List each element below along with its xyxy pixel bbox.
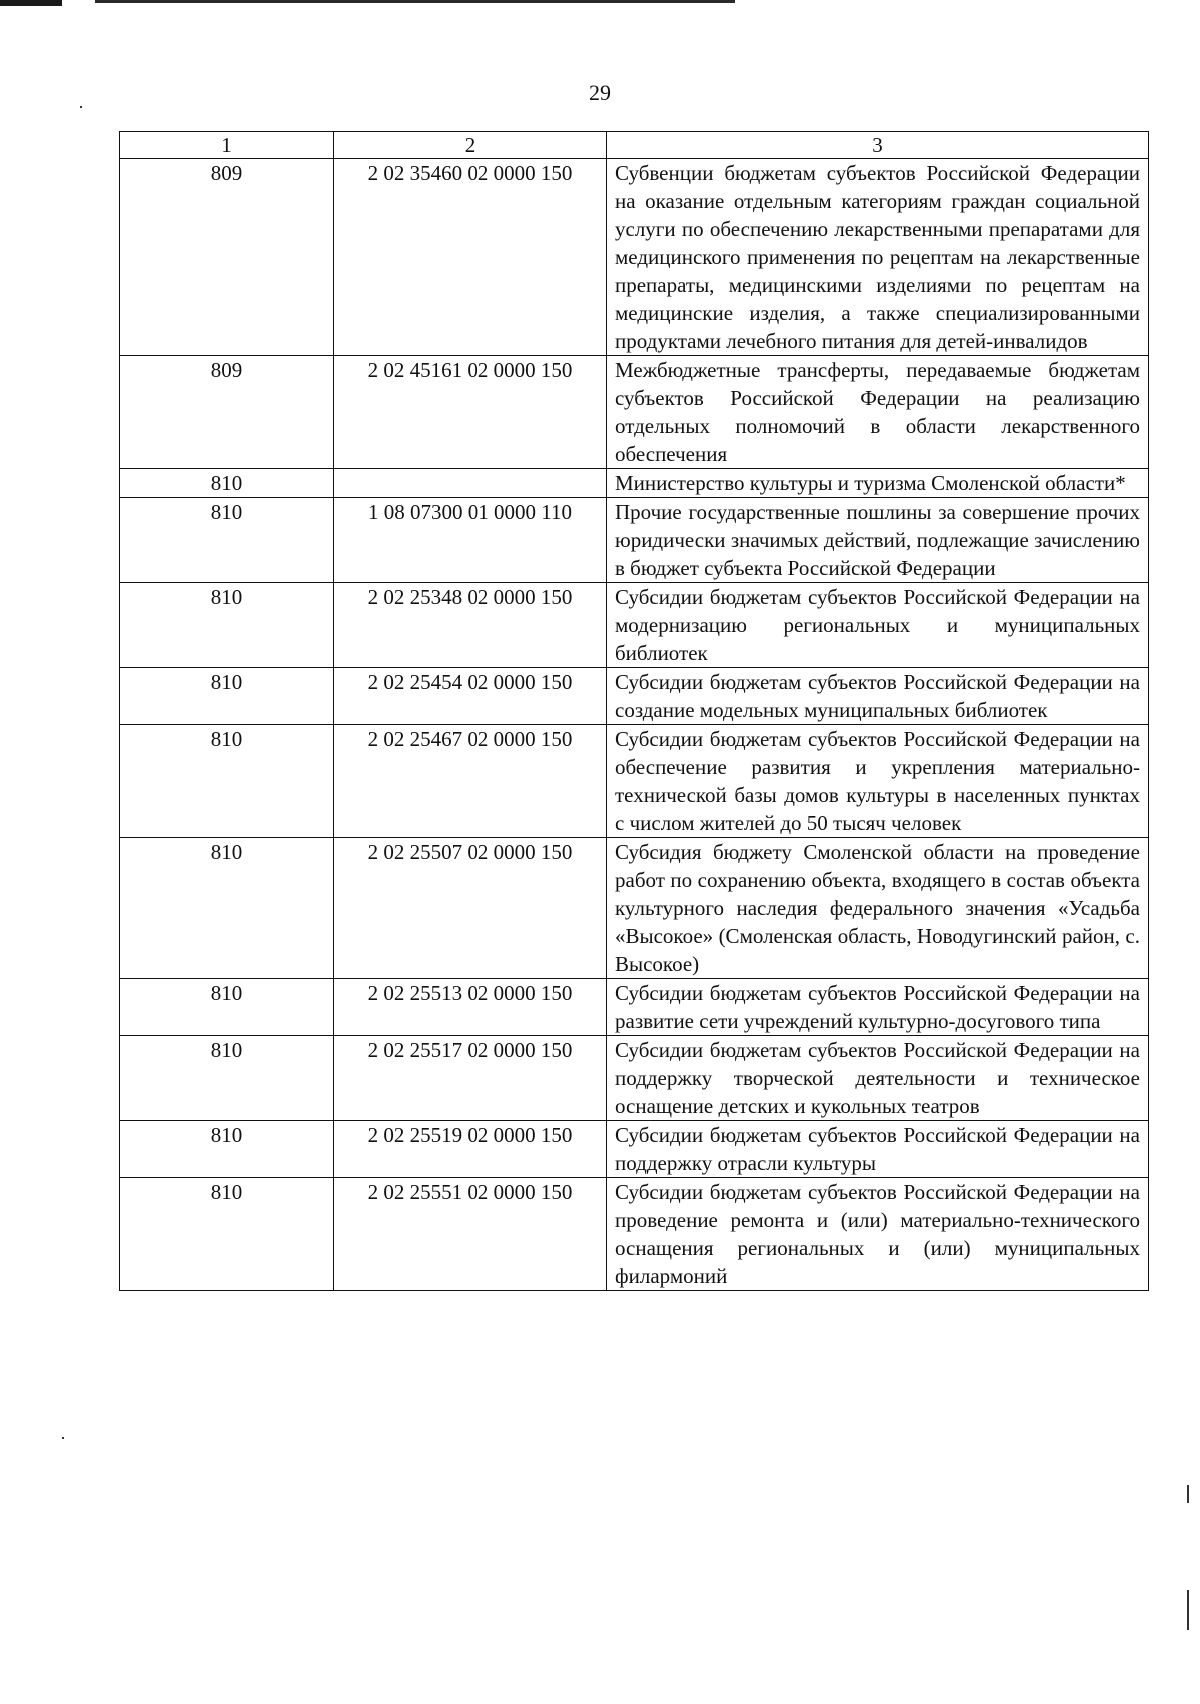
table-row — [120, 979, 1149, 1036]
admin-code-cell: 810 — [120, 838, 334, 979]
admin-code-cell: 809 — [120, 356, 334, 469]
budget-classification-code-cell: 1 08 07300 01 0000 110 — [334, 498, 607, 583]
admin-code-cell: 809 — [120, 159, 334, 356]
revenue-description-cell: Министерство культуры и туризма Смоленской области* — [607, 469, 1149, 498]
revenue-description-cell: Субсидии бюджетам субъектов Российской Федерации на создание модельных муниципальных библиотек — [607, 668, 1149, 725]
revenue-description-cell: Субсидии бюджетам субъектов Российской Федерации на модернизацию региональных и муниципальных библиотек — [607, 583, 1149, 668]
table-row — [120, 1036, 1149, 1121]
budget-classification-code-cell: 2 02 25348 02 0000 150 — [334, 583, 607, 668]
scan-speck — [62, 1437, 64, 1439]
admin-code-cell: 810 — [120, 1036, 334, 1121]
budget-classification-code-cell: 2 02 35460 02 0000 150 — [334, 159, 607, 356]
admin-code-cell: 810 — [120, 498, 334, 583]
revenue-description-cell: Субсидии бюджетам субъектов Российской Федерации на обеспечение развития и укрепления материально-технической базы домов культуры в населенных пунктах с числом жителей до 50 тысяч человек — [607, 725, 1149, 838]
column-header: 2 — [334, 132, 607, 159]
column-header: 1 — [120, 132, 334, 159]
table-row — [120, 725, 1149, 838]
revenue-description-cell: Субсидии бюджетам субъектов Российской Федерации на проведение ремонта и (или) материально-технического оснащения региональных и (или) муниципальных филармоний — [607, 1178, 1149, 1291]
table-row — [120, 498, 1149, 583]
table-body — [120, 159, 1149, 1291]
scan-speck — [80, 106, 82, 108]
revenue-description-cell: Субсидии бюджетам субъектов Российской Федерации на развитие сети учреждений культурно-досугового типа — [607, 979, 1149, 1036]
budget-classification-code-cell: 2 02 25513 02 0000 150 — [334, 979, 607, 1036]
table-row — [120, 469, 1149, 498]
admin-code-cell: 810 — [120, 583, 334, 668]
revenue-description-cell: Прочие государственные пошлины за совершение прочих юридически значимых действий, подлежащие зачислению в бюджет субъекта Российской Федерации — [607, 498, 1149, 583]
admin-code-cell: 810 — [120, 979, 334, 1036]
page-number: 29 — [589, 80, 611, 105]
table-row — [120, 583, 1149, 668]
scan-edge-mark — [0, 0, 62, 6]
table-row — [120, 1121, 1149, 1178]
revenue-description-cell: Межбюджетные трансферты, передаваемые бюджетам субъектов Российской Федерации на реализацию отдельных полномочий в области лекарственного обеспечения — [607, 356, 1149, 469]
budget-classification-code-cell: 2 02 25551 02 0000 150 — [334, 1178, 607, 1291]
budget-classification-code-cell: 2 02 25507 02 0000 150 — [334, 838, 607, 979]
budget-classification-code-cell: 2 02 25467 02 0000 150 — [334, 725, 607, 838]
budget-classification-code-cell: 2 02 25517 02 0000 150 — [334, 1036, 607, 1121]
admin-code-cell: 810 — [120, 1178, 334, 1291]
scan-margin-mark — [1187, 1485, 1189, 1503]
table-header-row — [120, 132, 1149, 159]
table-row — [120, 668, 1149, 725]
table-row — [120, 838, 1149, 979]
admin-code-cell: 810 — [120, 668, 334, 725]
budget-classification-code-cell — [334, 469, 607, 498]
revenue-description-cell: Субсидии бюджетам субъектов Российской Федерации на поддержку отрасли культуры — [607, 1121, 1149, 1178]
table-row — [120, 1178, 1149, 1291]
budget-classification-code-cell: 2 02 25519 02 0000 150 — [334, 1121, 607, 1178]
revenue-description-cell: Субвенции бюджетам субъектов Российской Федерации на оказание отдельным категориям граждан социальной услуги по обеспечению лекарственными препаратами для медицинского применения по рецептам на лекарственные препараты, медицинскими изделиями по рецептам на медицинские изделия, а также специализированными продуктами лечебного питания для детей-инвалидов — [607, 159, 1149, 356]
budget-classification-code-cell: 2 02 45161 02 0000 150 — [334, 356, 607, 469]
admin-code-cell: 810 — [120, 469, 334, 498]
admin-code-cell: 810 — [120, 1121, 334, 1178]
table-row — [120, 159, 1149, 356]
column-header: 3 — [607, 132, 1149, 159]
scan-edge-line — [95, 0, 735, 3]
budget-classification-code-cell: 2 02 25454 02 0000 150 — [334, 668, 607, 725]
scan-margin-mark — [1187, 1590, 1189, 1630]
revenue-description-cell: Субсидии бюджетам субъектов Российской Федерации на поддержку творческой деятельности и техническое оснащение детских и кукольных театров — [607, 1036, 1149, 1121]
revenue-description-cell: Субсидия бюджету Смоленской области на проведение работ по сохранению объекта, входящего в состав объекта культурного наследия федерального значения «Усадьба «Высокое» (Смоленская область, Новодугинский район, с. Высокое) — [607, 838, 1149, 979]
admin-code-cell: 810 — [120, 725, 334, 838]
table-row — [120, 356, 1149, 469]
budget-codes-table — [119, 131, 1149, 1291]
